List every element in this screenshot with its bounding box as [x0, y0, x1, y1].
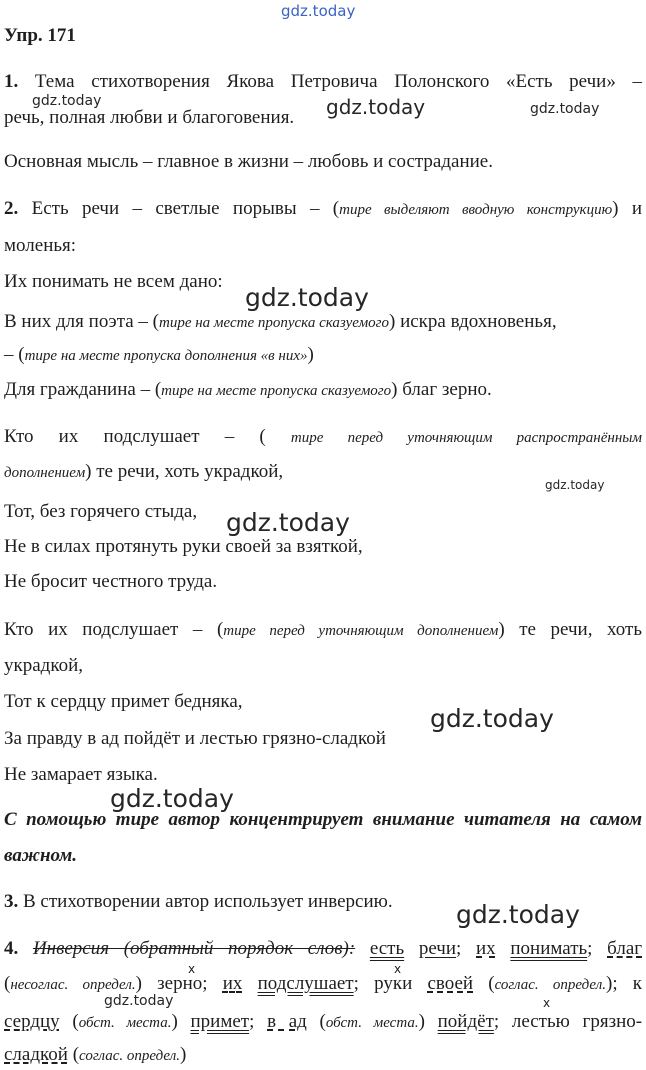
- p2-line: [4, 197, 642, 222]
- poem-line: Не в силах протянуть руки своей за взяткой,: [4, 536, 363, 557]
- x-mark: x: [394, 962, 402, 976]
- p4-line: 4. Инверсия (обратный порядок слов): есть речи; их понимать; благ: [4, 938, 643, 959]
- comment: соглас. определ.: [79, 1048, 180, 1064]
- text: Есть речи – светлые порывы – (: [31, 198, 340, 219]
- watermark: gdz.today: [104, 993, 174, 1009]
- x-mark: x: [543, 996, 551, 1010]
- attribute: своей: [427, 973, 474, 994]
- text: Кто их подслушает – (: [4, 619, 224, 640]
- conclusion-line: важном.: [4, 845, 78, 866]
- text: ) те речи, хоть украдкой,: [85, 461, 284, 482]
- comment: тире на месте пропуска дополнения «в них»: [24, 348, 308, 364]
- section-number: 4.: [4, 938, 19, 959]
- watermark: gdz.today: [245, 283, 369, 312]
- adverbial: в ад: [267, 1011, 307, 1032]
- poem-line: За правду в ад пойдёт и лестью грязно-сладкой: [4, 728, 386, 749]
- watermark: gdz.today: [545, 478, 605, 492]
- subject: речи: [418, 938, 457, 959]
- watermark: gdz.today: [226, 508, 350, 537]
- conclusion-line: С помощью тире автор концентрирует внимание читателя на самом: [4, 809, 642, 830]
- watermark: gdz.today: [110, 784, 234, 813]
- poem-line: [4, 378, 642, 403]
- poem-line: Не бросит честного труда.: [4, 571, 218, 592]
- section-number: 1.: [4, 71, 19, 92]
- text: ) те речи, хоть: [498, 619, 643, 640]
- comment: тире на месте пропуска сказуемого: [161, 383, 392, 399]
- watermark: gdz.today: [430, 704, 554, 733]
- section-number: 3.: [4, 891, 19, 912]
- poem-line: [4, 343, 642, 368]
- comment: тире выделяют вводную конструкцию: [339, 202, 613, 218]
- watermark: gdz.today: [326, 95, 426, 119]
- comment: тире перед уточняющим дополнением: [223, 623, 499, 639]
- x-mark: x: [188, 962, 196, 976]
- page-title: Упр. 171: [4, 25, 76, 46]
- comment: обст. места.: [325, 1015, 419, 1031]
- predicate: пойдёт: [437, 1011, 494, 1032]
- text: ): [307, 344, 314, 365]
- comment: обст. места.: [78, 1015, 172, 1031]
- main-idea: Основная мысль – главное в жизни – любовь и сострадание.: [4, 151, 493, 172]
- text: Для гражданина – (: [4, 379, 162, 400]
- watermark: gdz.today: [530, 101, 600, 117]
- object: благ: [607, 938, 643, 959]
- text: В стихотворении автор использует инверсию.: [23, 891, 393, 912]
- object: сердцу: [4, 1011, 60, 1032]
- text: ) благ зерно.: [391, 379, 492, 400]
- poem-line: украдкой,: [4, 655, 84, 676]
- predicate: подслушает: [257, 973, 354, 994]
- comment: дополнением: [4, 465, 86, 481]
- attribute: сладкой: [4, 1044, 68, 1065]
- text: – (: [4, 344, 25, 365]
- poem-line: Тот к сердцу примет бедняка,: [4, 691, 243, 712]
- comment: тире на месте пропуска сказуемого: [159, 315, 389, 331]
- section-number: 2.: [4, 198, 19, 219]
- poem-line: [4, 460, 642, 485]
- text: ) искра вдохновенья,: [389, 311, 557, 332]
- poem-line: Тот, без горячего стыда,: [4, 501, 198, 522]
- text: ) и: [612, 198, 643, 219]
- comment: тире перед уточняющим распространённым: [290, 430, 642, 446]
- watermark-top: gdz.today: [281, 2, 356, 20]
- poem-line: [4, 425, 642, 450]
- comment: соглас. определ.: [494, 977, 606, 993]
- p4-line: (несоглас. определ.) зерно; их подслушает; руки своей (соглас. определ.); к: [4, 973, 643, 994]
- inversion-term: Инверсия (обратный порядок слов):: [32, 938, 356, 959]
- comment: несоглас. определ.: [10, 977, 136, 993]
- poem-line: [4, 310, 642, 335]
- watermark: gdz.today: [456, 900, 580, 929]
- poem-line: [4, 618, 642, 643]
- predicate: примет: [190, 1011, 250, 1032]
- predicate: понимать: [510, 938, 588, 959]
- poem-line: Не замарает языка.: [4, 764, 158, 785]
- object: их: [222, 973, 243, 994]
- p1-line: [4, 70, 642, 94]
- poem-line: Их понимать не всем дано:: [4, 271, 223, 292]
- text: Кто их подслушает – (: [4, 426, 266, 447]
- p1-line: речь, полная любви и благоговения.: [4, 107, 295, 128]
- text: Тема стихотворения Якова Петровича Полонского «Есть речи» –: [34, 71, 643, 92]
- predicate: есть: [369, 938, 405, 959]
- p3-line: [4, 890, 642, 914]
- watermark: gdz.today: [32, 93, 102, 109]
- p4-line: сердцу (обст. места.) примет; в ад (обст. места.) пойдёт; лестью грязно-: [4, 1011, 643, 1032]
- object: их: [476, 938, 496, 959]
- p2-line: моленья:: [4, 235, 77, 256]
- p4-line: сладкой (соглас. определ.): [4, 1044, 187, 1065]
- text: В них для поэта – (: [4, 311, 159, 332]
